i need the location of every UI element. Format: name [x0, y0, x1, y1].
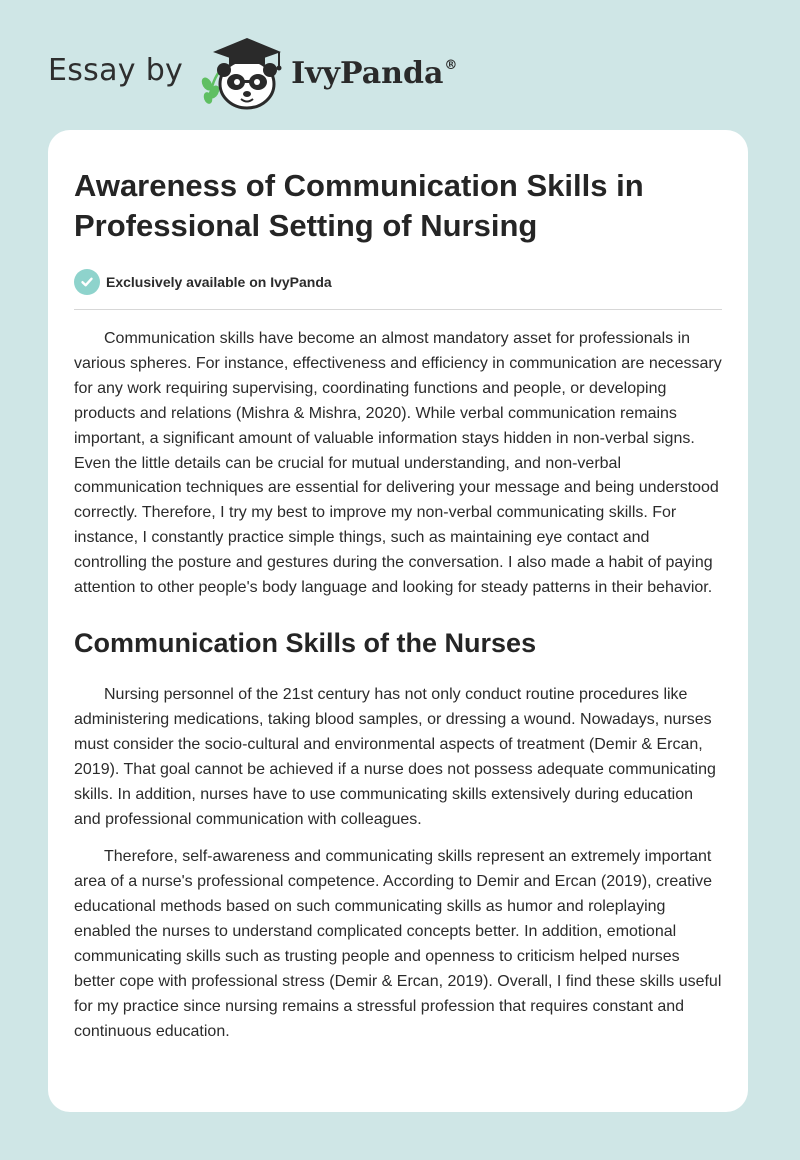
- brand-name[interactable]: [291, 56, 457, 91]
- exclusive-badge: [74, 268, 722, 296]
- check-circle-icon: [74, 269, 100, 295]
- brand-name-text: IvyPanda: [291, 55, 444, 91]
- panda-graduate-logo-icon[interactable]: [197, 32, 287, 112]
- essay-by-label: Essay by: [48, 52, 184, 88]
- exclusive-label: Exclusively available on IvyPanda: [106, 274, 332, 290]
- paragraph: Nursing personnel of the 21st century has not only conduct routine procedures like administering medications, taking blood samples, or dressing a wound. Nowadays, nurses must consider the socio-cultural and environmental aspects of treatment (Demir & Ercan, 2019). That goal cannot be achieved if a nurse does not possess adequate communicating skills. In addition, nurses have to use communicating skills extensively during education and professional communication with colleagues.: [74, 685, 716, 828]
- paragraph: Communication skills have become an almost mandatory asset for professionals in various spheres. For instance, effectiveness and efficiency in communication are necessary for any work requiring supervising, coordinating functions and people, or developing products and relations (Mishra & Mishra, 2020). While verbal communication remains important, a significant amount of valuable information stays hidden in non-verbal signs. Even the little details can be crucial for mutual understanding, and non-verbal communication techniques are essential for delivering your message and being understood correctly. Therefore, I try my best to improve my non-verbal communicating skills. For instance, I constantly practice simple things, such as maintaining eye contact and controlling the posture and gestures during the conversation. I also made a habit of paying attention to other people's body language and looking for steady patterns in their behavior.: [74, 330, 722, 597]
- site-header: [48, 32, 457, 112]
- essay-card: [48, 130, 748, 1112]
- registered-mark: ®: [444, 57, 458, 73]
- divider: [74, 309, 722, 310]
- paragraph: Therefore, self-awareness and communicating skills represent an extremely important area of a nurse's professional competence. According to Demir and Ercan (2019), creative educational methods based on such communicating skills as humor and roleplaying enabled the nurses to understand complicated concepts better. In addition, emotional communicating skills such as trusting people and openness to criticism helped nurses better cope with professional stress (Demir & Ercan, 2019). Overall, I find these skills useful for my practice since nursing remains a stressful profession that requires constant and continuous education.: [74, 848, 722, 1040]
- essay-title: Awareness of Communication Skills in Professional Setting of Nursing: [74, 168, 644, 243]
- section-heading: Communication Skills of the Nurses: [74, 627, 537, 658]
